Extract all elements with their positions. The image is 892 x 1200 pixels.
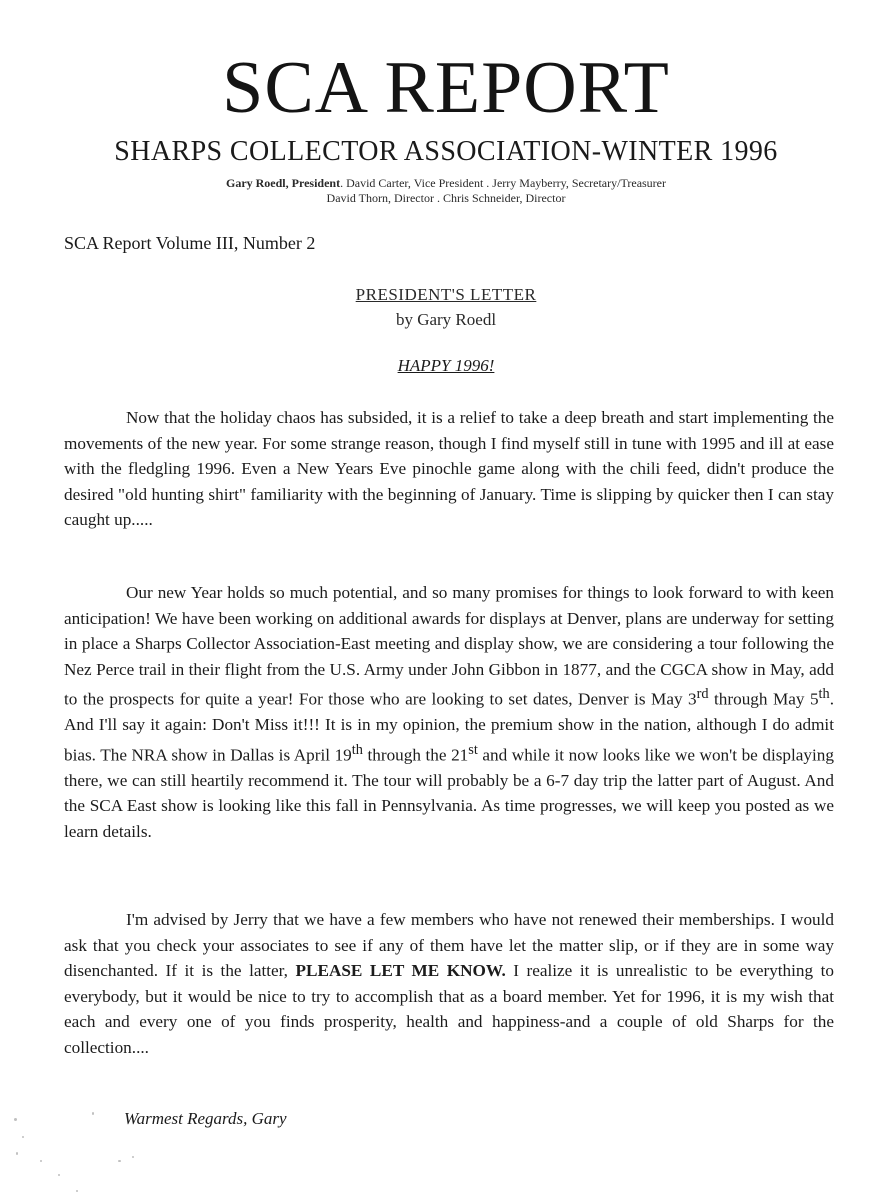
paragraph-3-emphasis: PLEASE LET ME KNOW. <box>295 961 506 980</box>
scan-speckle <box>118 1160 121 1162</box>
paragraph-3-text-b: I realize it is unrealistic to be everything to everybody, but it would be nice to try to accomplish that as a board member. Yet for 1996, it is my wish that each and every one of you finds prosperity, health and happiness-and a couple of old Sharps for the collection.... <box>64 961 835 1057</box>
paragraph-2-text-d: through the 21 <box>362 745 469 765</box>
paragraph-1-text: Now that the holiday chaos has subsided, it is a relief to take a deep breath and start implementing the movements of the new year. For some strange reason, though I find myself still in tune with 1995 and ill at ease with the fledgling 1996. Even a New Years Eve pinochle game along with the chili feed, didn't produce the desired "old hunting shirt" familiarity with the beginning of January. Time is slipping by quicker then I can stay caught up..... <box>64 408 834 529</box>
article-headline: HAPPY 1996! <box>397 356 495 375</box>
scan-speckle <box>76 1190 78 1192</box>
scan-speckle <box>14 1118 17 1121</box>
officers-line-2: David Thorn, Director . Chris Schneider, Director <box>326 191 566 205</box>
article-title: PRESIDENT'S LETTER <box>355 285 537 304</box>
officers-line-1 <box>0 176 892 190</box>
masthead-subtitle: SHARPS COLLECTOR ASSOCIATION-WINTER 1996 <box>114 136 778 167</box>
paragraph-3-text-a: I'm advised by Jerry that we have a few members who have not renewed their memberships. I would ask that you check your associates to see if any of them have let the matter slip, or if they are in some way disenchanted. If it is the latter, <box>64 910 834 980</box>
scan-speckle <box>58 1174 60 1176</box>
paragraph-1 <box>64 405 834 533</box>
ordinal-superscript: th <box>818 686 830 702</box>
paragraph-2-text-b: through May 5 <box>708 689 819 709</box>
ordinal-superscript: rd <box>696 686 709 702</box>
scan-speckle <box>22 1136 24 1138</box>
paragraph-2-text-a: Our new Year holds so much potential, and so many promises for things to look forward to with keen anticipation! We have been working on additional awards for displays at Denver, plans are underway for setting in place a Sharps Collector Association-East meeting and display show, we are considering a tour following the Nez Perce trail in their flight from the U.S. Army under John Gibbon in 1877, and the CGCA show in May, add to the prospects for quite a year! For those who are looking to set dates, Denver is May 3 <box>64 583 834 709</box>
scan-speckle <box>16 1152 18 1155</box>
masthead-title: SCA REPORT <box>222 47 670 129</box>
officers-list: . David Carter, Vice President . Jerry Mayberry, Secretary/Treasurer <box>340 176 667 190</box>
signoff: Warmest Regards, Gary <box>124 1109 287 1128</box>
paragraph-3 <box>64 907 834 1060</box>
president-name: Gary Roedl, President <box>225 176 341 190</box>
scan-speckle <box>40 1160 42 1162</box>
paragraph-2 <box>64 580 834 844</box>
scan-speckle <box>92 1112 94 1115</box>
volume-number: SCA Report Volume III, Number 2 <box>64 233 316 253</box>
ordinal-superscript: th <box>351 741 363 758</box>
scan-speckle <box>132 1156 134 1158</box>
paragraph-2-text-e: and while it now looks like we won't be displaying there, we can still heartily recommend it. The tour will probably be a 6-7 day trip the latter part of August. And the SCA East show is looking like this fall in Pennsylvania. As time progresses, we will keep you posted as we learn details. <box>64 745 834 841</box>
paragraph-2-text-c: . And I'll say it again: Don't Miss it!!! It is in my opinion, the premium show in the nation, although I do admit bias. The NRA show in Dallas is April 19 <box>64 689 834 765</box>
article-byline: by Gary Roedl <box>395 310 497 329</box>
ordinal-superscript: st <box>468 741 478 758</box>
